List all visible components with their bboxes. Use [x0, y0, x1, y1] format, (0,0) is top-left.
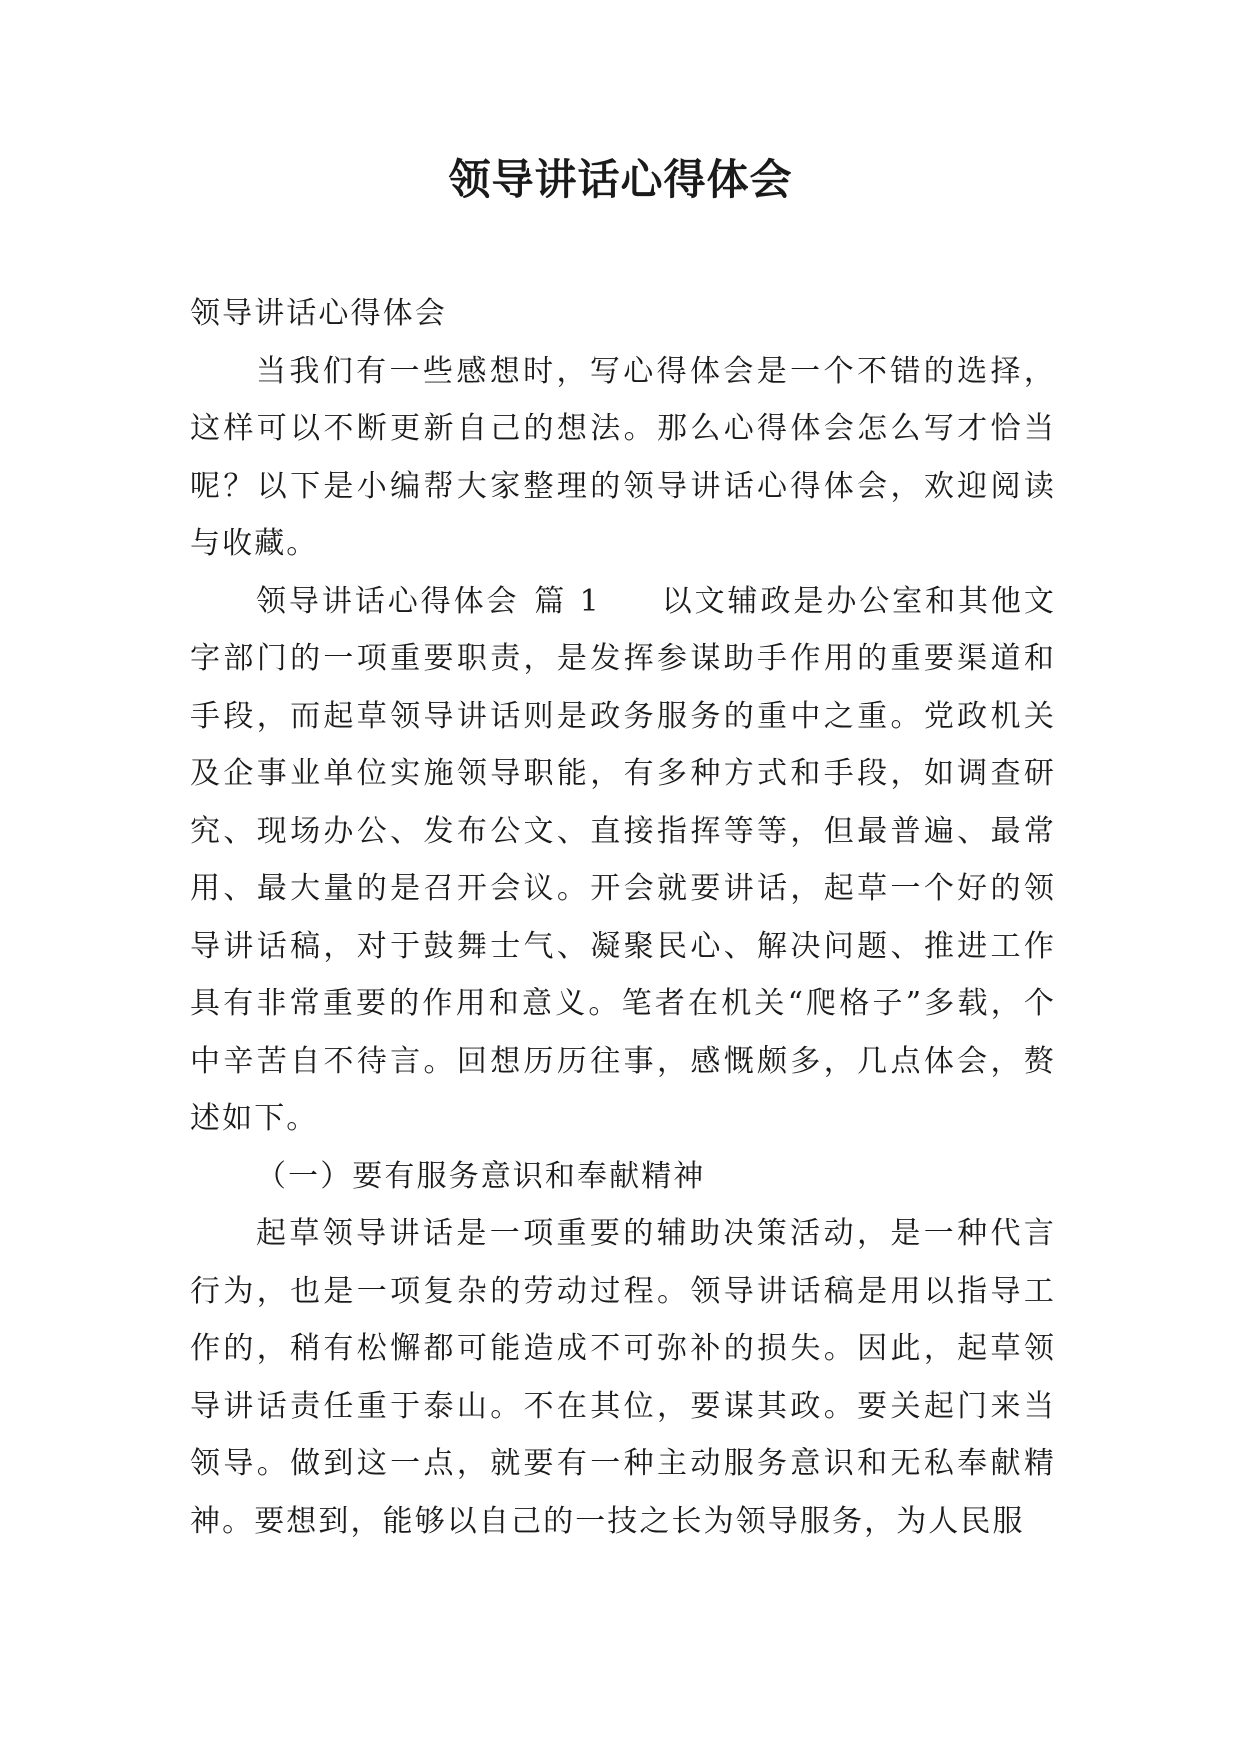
section1-label: 篇 1: [533, 583, 601, 619]
section1-heading: 领导讲话心得体会: [256, 583, 520, 619]
document-subtitle: 领导讲话心得体会: [190, 296, 447, 331]
intro-paragraph: 当我们有一些感想时，写心得体会是一个不错的选择，这样可以不断更新自己的想法。那么心得体会怎么写才恰当呢？以下是小编帮大家整理的领导讲话心得体会，欢迎阅读与收藏。: [190, 353, 1056, 561]
document-title: 领导讲话心得体会: [448, 155, 793, 204]
document-body: [190, 285, 1056, 1550]
section1-paragraph: [190, 573, 1056, 1148]
point1-heading: （一）要有服务意识和奉献精神: [256, 1158, 706, 1194]
point1-paragraph: 起草领导讲话是一项重要的辅助决策活动，是一种代言行为，也是一项复杂的劳动过程。领导讲话稿是用以指导工作的，稍有松懈都可能造成不可弥补的损失。因此，起草领导讲话责任重于泰山。不在其位，要谋其政。要关起门来当领导。做到这一点，就要有一种主动服务意识和无私奉献精神。要想到，能够以自己的一技之长为领导服务，为人民服: [190, 1216, 1056, 1539]
section1-text: 以文辅政是办公室和其他文字部门的一项重要职责，是发挥参谋助手作用的重要渠道和手段，而起草领导讲话则是政务服务的重中之重。党政机关及企事业单位实施领导职能，有多种方式和手段，如调查研究、现场办公、发布公文、直接指挥等等，但最普遍、最常用、最大量的是召开会议。开会就要讲话，起草一个好的领导讲话稿，对于鼓舞士气、凝聚民心、解决问题、推进工作具有非常重要的作用和意义。笔者在机关“爬格子”多载，个中辛苦自不待言。回想历历往事，感慨颇多，几点体会，赘述如下。: [190, 583, 1056, 1136]
